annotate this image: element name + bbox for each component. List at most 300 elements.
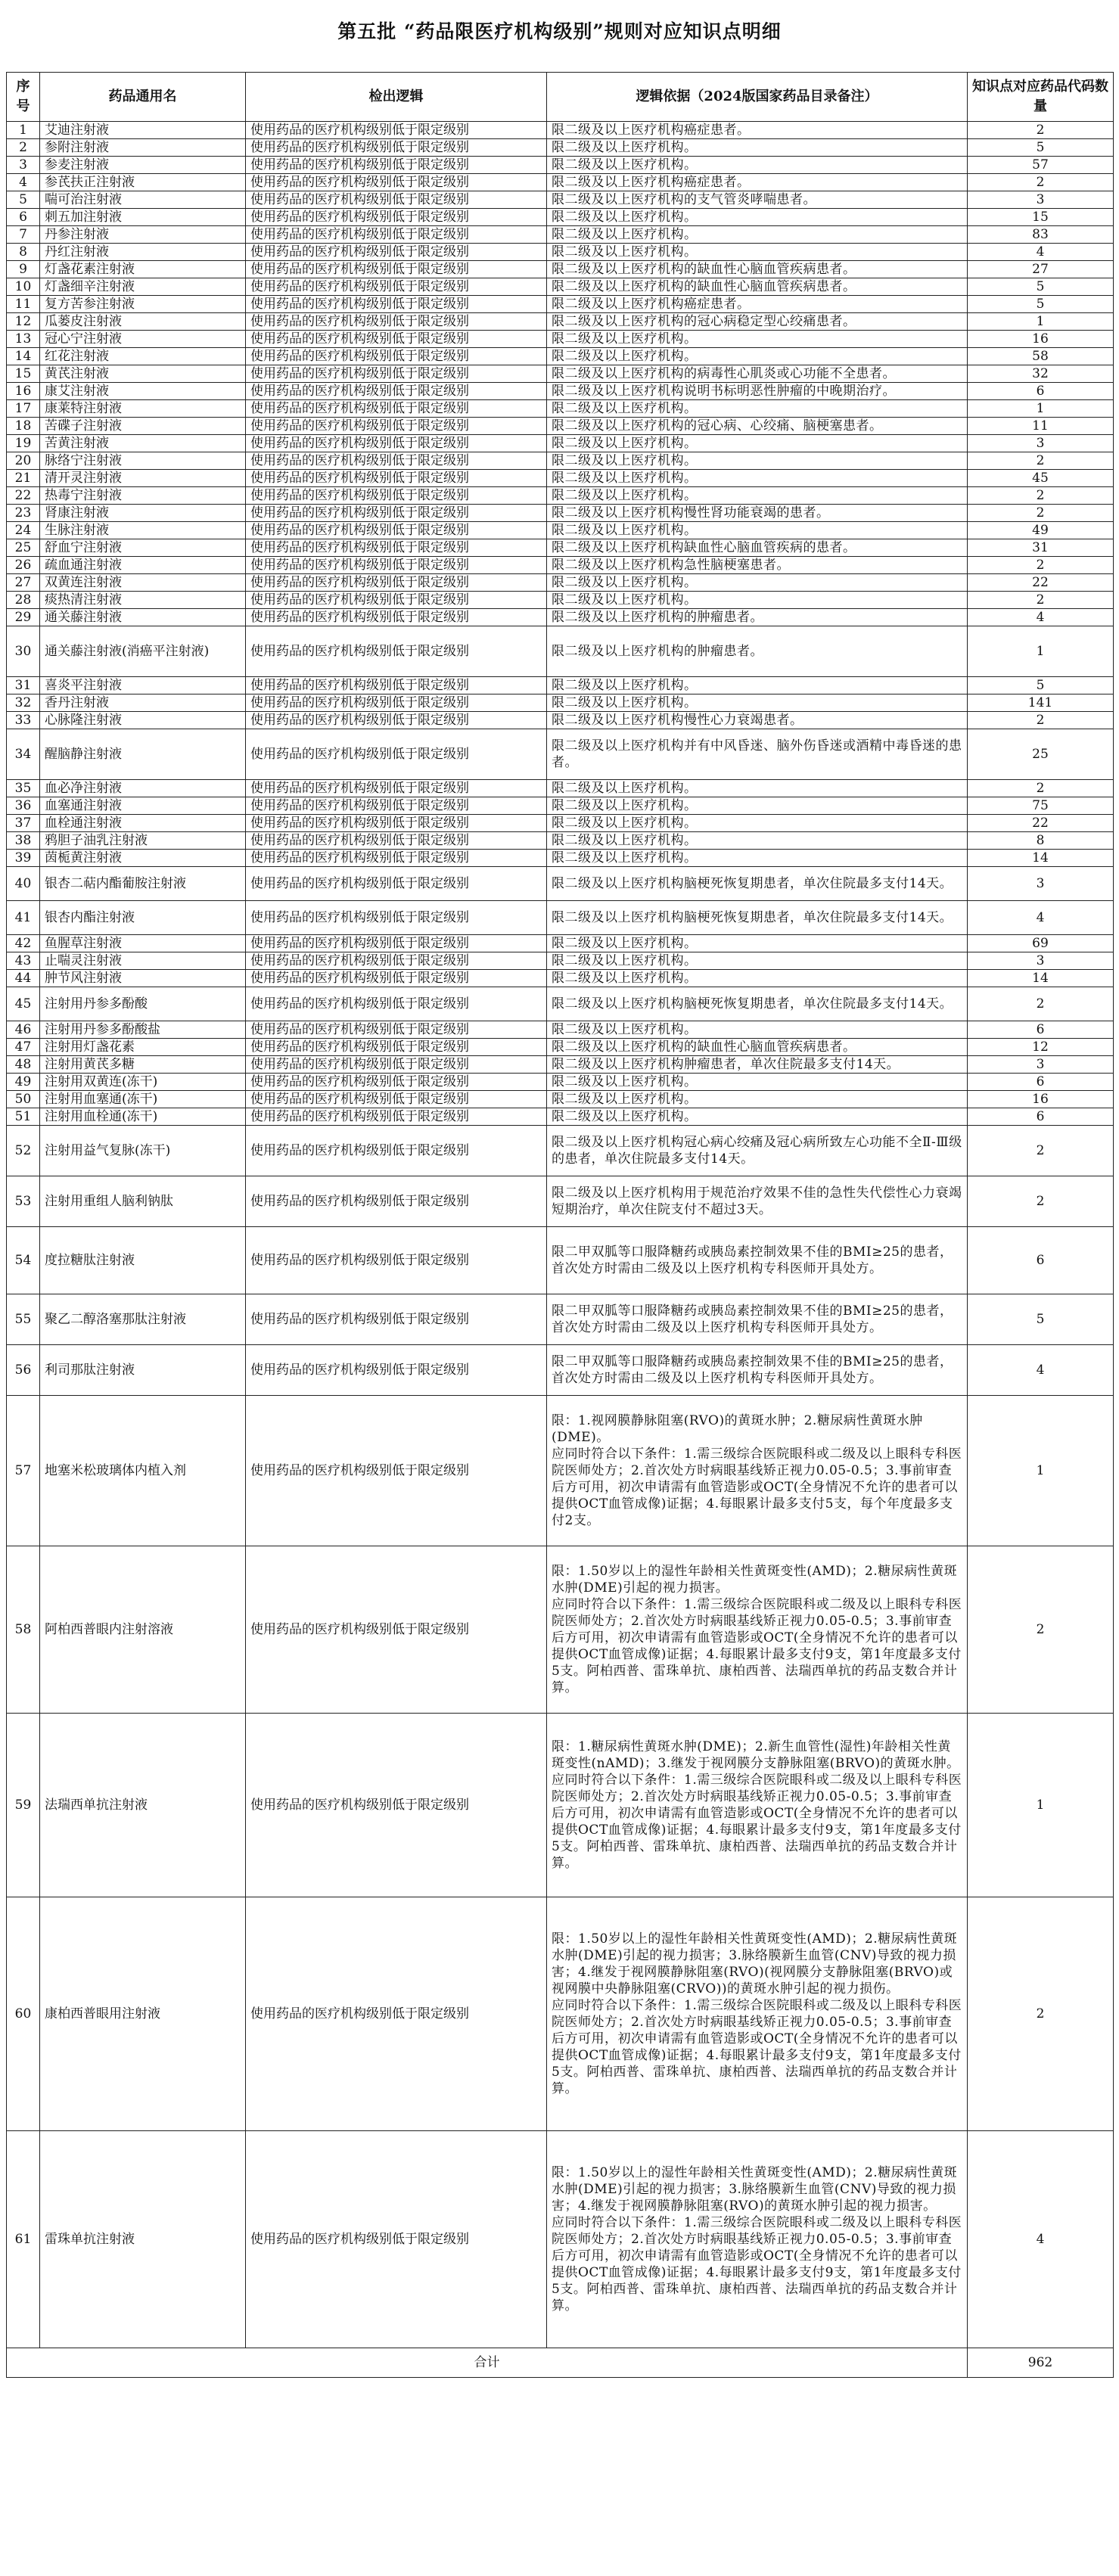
row-drug-name: 痰热清注射液 xyxy=(40,592,246,609)
table-row xyxy=(7,832,1114,850)
row-drug-name: 注射用血塞通(冻干) xyxy=(40,1091,246,1108)
row-seq: 32 xyxy=(7,694,40,712)
row-basis: 限二级及以上医疗机构慢性心力衰竭患者。 xyxy=(547,712,968,729)
table-row xyxy=(7,296,1114,313)
row-drug-name: 舒血宁注射液 xyxy=(40,539,246,557)
row-seq: 3 xyxy=(7,157,40,174)
row-drug-name: 苦黄注射液 xyxy=(40,435,246,452)
row-basis: 限二级及以上医疗机构。 xyxy=(547,470,968,487)
row-seq: 53 xyxy=(7,1176,40,1227)
table-body xyxy=(7,122,1114,2348)
table-row xyxy=(7,522,1114,539)
table-row xyxy=(7,952,1114,970)
row-basis: 限二级及以上医疗机构。 xyxy=(547,935,968,952)
row-drug-name: 灯盏细辛注射液 xyxy=(40,278,246,296)
row-drug-name: 度拉糖肽注射液 xyxy=(40,1227,246,1294)
table-row xyxy=(7,592,1114,609)
row-drug-name: 地塞米松玻璃体内植入剂 xyxy=(40,1396,246,1546)
row-drug-name: 止喘灵注射液 xyxy=(40,952,246,970)
row-count: 27 xyxy=(968,261,1114,278)
header-count: 知识点对应药品代码数量 xyxy=(968,73,1114,122)
table-row xyxy=(7,383,1114,400)
row-count: 4 xyxy=(968,609,1114,626)
row-count: 2 xyxy=(968,780,1114,797)
row-seq: 43 xyxy=(7,952,40,970)
row-seq: 58 xyxy=(7,1546,40,1714)
row-basis: 限二级及以上医疗机构的缺血性心脑血管疾病患者。 xyxy=(547,278,968,296)
row-basis: 限二级及以上医疗机构。 xyxy=(547,435,968,452)
row-drug-name: 红花注射液 xyxy=(40,348,246,365)
row-drug-name: 茵栀黄注射液 xyxy=(40,850,246,867)
row-seq: 35 xyxy=(7,780,40,797)
table-row xyxy=(7,226,1114,244)
row-logic: 使用药品的医疗机构级别低于限定级别 xyxy=(246,1396,547,1546)
row-logic: 使用药品的医疗机构级别低于限定级别 xyxy=(246,901,547,935)
row-drug-name: 复方苦参注射液 xyxy=(40,296,246,313)
row-logic: 使用药品的医疗机构级别低于限定级别 xyxy=(246,592,547,609)
row-seq: 7 xyxy=(7,226,40,244)
total-row xyxy=(7,2348,1114,2378)
table-row xyxy=(7,487,1114,505)
table-row xyxy=(7,365,1114,383)
row-logic: 使用药品的医疗机构级别低于限定级别 xyxy=(246,729,547,780)
total-label: 合计 xyxy=(7,2348,968,2378)
row-logic: 使用药品的医疗机构级别低于限定级别 xyxy=(246,365,547,383)
row-count: 1 xyxy=(968,1714,1114,1897)
row-basis: 限二级及以上医疗机构。 xyxy=(547,592,968,609)
row-drug-name: 双黄连注射液 xyxy=(40,574,246,592)
row-count: 14 xyxy=(968,970,1114,987)
row-drug-name: 刺五加注射液 xyxy=(40,209,246,226)
row-logic: 使用药品的医疗机构级别低于限定级别 xyxy=(246,987,547,1021)
row-logic: 使用药品的医疗机构级别低于限定级别 xyxy=(246,400,547,418)
row-seq: 42 xyxy=(7,935,40,952)
row-basis: 限二级及以上医疗机构癌症患者。 xyxy=(547,122,968,139)
row-logic: 使用药品的医疗机构级别低于限定级别 xyxy=(246,331,547,348)
row-logic: 使用药品的医疗机构级别低于限定级别 xyxy=(246,1074,547,1091)
row-basis: 限二级及以上医疗机构。 xyxy=(547,574,968,592)
row-logic: 使用药品的医疗机构级别低于限定级别 xyxy=(246,677,547,694)
row-basis: 限：1.糖尿病性黄斑水肿(DME)；2.新生血管性(湿性)年龄相关性黄斑变性(nAMD)；3.继发于视网膜分支静脉阻塞(BRVO)的黄斑水肿。 应同时符合以下条件：1.需三级综合医院眼科或二级及以上眼科专科医院医师处方；2.首次处方时病眼基线矫正视力0.05-0.5；3.事前审查后方可用，初次申请需有血管造影或OCT(全身情况不允许的患者可以提供OCT血管成像)证据；4.每眼累计最多支付9支，第1年度最多支付5支。阿柏西普、雷珠单抗、康柏西普、法瑞西单抗的药品支数合并计算。 xyxy=(547,1714,968,1897)
row-basis: 限二级及以上医疗机构。 xyxy=(547,244,968,261)
row-count: 4 xyxy=(968,244,1114,261)
table-row xyxy=(7,470,1114,487)
row-basis: 限：1.50岁以上的湿性年龄相关性黄斑变性(AMD)；2.糖尿病性黄斑水肿(DME)引起的视力损害。 应同时符合以下条件：1.需三级综合医院眼科或二级及以上眼科专科医院医师处方；2.首次处方时病眼基线矫正视力0.05-0.5；3.事前审查后方可用，初次申请需有血管造影或OCT(全身情况不允许的患者可以提供OCT血管成像)证据；4.每眼累计最多支付9支，第1年度最多支付5支。阿柏西普、雷珠单抗、康柏西普、法瑞西单抗的药品支数合并计算。 xyxy=(547,1546,968,1714)
row-seq: 52 xyxy=(7,1126,40,1176)
row-seq: 19 xyxy=(7,435,40,452)
row-seq: 22 xyxy=(7,487,40,505)
row-basis: 限二级及以上医疗机构肿瘤患者，单次住院最多支付14天。 xyxy=(547,1056,968,1074)
row-seq: 11 xyxy=(7,296,40,313)
row-seq: 1 xyxy=(7,122,40,139)
row-drug-name: 参芪扶正注射液 xyxy=(40,174,246,191)
row-logic: 使用药品的医疗机构级别低于限定级别 xyxy=(246,1546,547,1714)
row-drug-name: 疏血通注射液 xyxy=(40,557,246,574)
row-drug-name: 丹红注射液 xyxy=(40,244,246,261)
row-logic: 使用药品的医疗机构级别低于限定级别 xyxy=(246,278,547,296)
row-basis: 限二级及以上医疗机构。 xyxy=(547,331,968,348)
table-row xyxy=(7,435,1114,452)
row-count: 2 xyxy=(968,1546,1114,1714)
row-count: 6 xyxy=(968,383,1114,400)
table-row xyxy=(7,313,1114,331)
row-logic: 使用药品的医疗机构级别低于限定级别 xyxy=(246,1056,547,1074)
row-count: 1 xyxy=(968,313,1114,331)
row-count: 14 xyxy=(968,850,1114,867)
row-logic: 使用药品的医疗机构级别低于限定级别 xyxy=(246,850,547,867)
row-seq: 61 xyxy=(7,2131,40,2348)
row-seq: 27 xyxy=(7,574,40,592)
row-logic: 使用药品的医疗机构级别低于限定级别 xyxy=(246,418,547,435)
row-count: 5 xyxy=(968,278,1114,296)
row-basis: 限二级及以上医疗机构冠心病心绞痛及冠心病所致左心功能不全Ⅱ-Ⅲ级的患者，单次住院最多支付14天。 xyxy=(547,1126,968,1176)
row-seq: 23 xyxy=(7,505,40,522)
table-row xyxy=(7,935,1114,952)
row-seq: 34 xyxy=(7,729,40,780)
table-row xyxy=(7,1074,1114,1091)
row-drug-name: 法瑞西单抗注射液 xyxy=(40,1714,246,1897)
row-count: 2 xyxy=(968,557,1114,574)
row-logic: 使用药品的医疗机构级别低于限定级别 xyxy=(246,157,547,174)
table-row xyxy=(7,1294,1114,1345)
row-basis: 限二甲双胍等口服降糖药或胰岛素控制效果不佳的BMI≥25的患者，首次处方时需由二级及以上医疗机构专科医师开具处方。 xyxy=(547,1294,968,1345)
row-seq: 24 xyxy=(7,522,40,539)
table-row xyxy=(7,1108,1114,1126)
table-row xyxy=(7,1897,1114,2131)
row-count: 2 xyxy=(968,174,1114,191)
row-drug-name: 瓜蒌皮注射液 xyxy=(40,313,246,331)
table-row xyxy=(7,157,1114,174)
row-logic: 使用药品的医疗机构级别低于限定级别 xyxy=(246,815,547,832)
row-seq: 40 xyxy=(7,867,40,901)
row-basis: 限二级及以上医疗机构。 xyxy=(547,850,968,867)
row-drug-name: 醒脑静注射液 xyxy=(40,729,246,780)
row-seq: 13 xyxy=(7,331,40,348)
row-basis: 限二级及以上医疗机构的病毒性心肌炎或心功能不全患者。 xyxy=(547,365,968,383)
row-logic: 使用药品的医疗机构级别低于限定级别 xyxy=(246,694,547,712)
row-basis: 限二级及以上医疗机构。 xyxy=(547,677,968,694)
row-logic: 使用药品的医疗机构级别低于限定级别 xyxy=(246,1294,547,1345)
row-logic: 使用药品的医疗机构级别低于限定级别 xyxy=(246,935,547,952)
row-count: 2 xyxy=(968,122,1114,139)
row-count: 2 xyxy=(968,487,1114,505)
row-basis: 限二级及以上医疗机构说明书标明恶性肿瘤的中晚期治疗。 xyxy=(547,383,968,400)
row-drug-name: 冠心宁注射液 xyxy=(40,331,246,348)
row-count: 16 xyxy=(968,1091,1114,1108)
row-basis: 限二级及以上医疗机构的冠心病稳定型心绞痛患者。 xyxy=(547,313,968,331)
row-drug-name: 注射用丹参多酚酸 xyxy=(40,987,246,1021)
table-row xyxy=(7,850,1114,867)
row-drug-name: 聚乙二醇洛塞那肽注射液 xyxy=(40,1294,246,1345)
row-logic: 使用药品的医疗机构级别低于限定级别 xyxy=(246,435,547,452)
row-logic: 使用药品的医疗机构级别低于限定级别 xyxy=(246,470,547,487)
row-seq: 30 xyxy=(7,626,40,677)
row-basis: 限二级及以上医疗机构用于规范治疗效果不佳的急性失代偿性心力衰竭短期治疗，单次住院支付不超过3天。 xyxy=(547,1176,968,1227)
row-count: 25 xyxy=(968,729,1114,780)
row-count: 15 xyxy=(968,209,1114,226)
row-basis: 限二级及以上医疗机构癌症患者。 xyxy=(547,174,968,191)
row-basis: 限二级及以上医疗机构。 xyxy=(547,139,968,157)
row-seq: 10 xyxy=(7,278,40,296)
row-count: 3 xyxy=(968,191,1114,209)
row-logic: 使用药品的医疗机构级别低于限定级别 xyxy=(246,970,547,987)
row-logic: 使用药品的医疗机构级别低于限定级别 xyxy=(246,832,547,850)
table-row xyxy=(7,174,1114,191)
table-row xyxy=(7,191,1114,209)
row-seq: 54 xyxy=(7,1227,40,1294)
row-logic: 使用药品的医疗机构级别低于限定级别 xyxy=(246,261,547,278)
row-basis: 限二级及以上医疗机构。 xyxy=(547,970,968,987)
row-drug-name: 阿柏西普眼内注射溶液 xyxy=(40,1546,246,1714)
row-seq: 29 xyxy=(7,609,40,626)
table-row xyxy=(7,452,1114,470)
row-drug-name: 生脉注射液 xyxy=(40,522,246,539)
row-logic: 使用药品的医疗机构级别低于限定级别 xyxy=(246,1227,547,1294)
row-logic: 使用药品的医疗机构级别低于限定级别 xyxy=(246,574,547,592)
row-count: 1 xyxy=(968,626,1114,677)
row-drug-name: 注射用血栓通(冻干) xyxy=(40,1108,246,1126)
row-seq: 44 xyxy=(7,970,40,987)
row-drug-name: 肾康注射液 xyxy=(40,505,246,522)
knowledge-table xyxy=(6,72,1114,2378)
row-logic: 使用药品的医疗机构级别低于限定级别 xyxy=(246,209,547,226)
table-row xyxy=(7,1039,1114,1056)
row-logic: 使用药品的医疗机构级别低于限定级别 xyxy=(246,174,547,191)
row-drug-name: 鸦胆子油乳注射液 xyxy=(40,832,246,850)
table-row xyxy=(7,139,1114,157)
row-count: 12 xyxy=(968,1039,1114,1056)
row-count: 31 xyxy=(968,539,1114,557)
row-count: 2 xyxy=(968,1897,1114,2131)
table-row xyxy=(7,1227,1114,1294)
table-row xyxy=(7,712,1114,729)
row-count: 45 xyxy=(968,470,1114,487)
row-basis: 限：1.50岁以上的湿性年龄相关性黄斑变性(AMD)；2.糖尿病性黄斑水肿(DME)引起的视力损害；3.脉络膜新生血管(CNV)导致的视力损害；4.继发于视网膜静脉阻塞(RVO)的黄斑水肿引起的视力损害。 应同时符合以下条件：1.需三级综合医院眼科或二级及以上眼科专科医院医师处方；2.首次处方时病眼基线矫正视力0.05-0.5；3.事前审查后方可用，初次申请需有血管造影或OCT(全身情况不允许的患者可以提供OCT血管成像)证据；4.每眼累计最多支付9支，第1年度最多支付5支。阿柏西普、雷珠单抗、康柏西普、法瑞西单抗的药品支数合并计算。 xyxy=(547,2131,968,2348)
row-count: 3 xyxy=(968,867,1114,901)
row-drug-name: 注射用益气复脉(冻干) xyxy=(40,1126,246,1176)
row-basis: 限二级及以上医疗机构。 xyxy=(547,487,968,505)
row-count: 58 xyxy=(968,348,1114,365)
header-logic: 检出逻辑 xyxy=(246,73,547,122)
row-drug-name: 清开灵注射液 xyxy=(40,470,246,487)
row-drug-name: 参附注射液 xyxy=(40,139,246,157)
row-count: 141 xyxy=(968,694,1114,712)
table-row xyxy=(7,1091,1114,1108)
row-basis: 限二级及以上医疗机构。 xyxy=(547,209,968,226)
table-row xyxy=(7,505,1114,522)
row-count: 2 xyxy=(968,1176,1114,1227)
row-logic: 使用药品的医疗机构级别低于限定级别 xyxy=(246,609,547,626)
table-row xyxy=(7,1126,1114,1176)
row-logic: 使用药品的医疗机构级别低于限定级别 xyxy=(246,797,547,815)
row-seq: 33 xyxy=(7,712,40,729)
row-basis: 限二级及以上医疗机构。 xyxy=(547,832,968,850)
row-logic: 使用药品的医疗机构级别低于限定级别 xyxy=(246,348,547,365)
row-seq: 28 xyxy=(7,592,40,609)
row-seq: 20 xyxy=(7,452,40,470)
row-logic: 使用药品的医疗机构级别低于限定级别 xyxy=(246,867,547,901)
row-basis: 限二级及以上医疗机构。 xyxy=(547,952,968,970)
row-seq: 56 xyxy=(7,1345,40,1396)
table-row xyxy=(7,987,1114,1021)
table-row xyxy=(7,557,1114,574)
table-row xyxy=(7,677,1114,694)
row-drug-name: 苦碟子注射液 xyxy=(40,418,246,435)
row-seq: 36 xyxy=(7,797,40,815)
row-basis: 限二级及以上医疗机构急性脑梗塞患者。 xyxy=(547,557,968,574)
row-drug-name: 利司那肽注射液 xyxy=(40,1345,246,1396)
table-row xyxy=(7,278,1114,296)
row-count: 5 xyxy=(968,296,1114,313)
row-drug-name: 喜炎平注射液 xyxy=(40,677,246,694)
row-logic: 使用药品的医疗机构级别低于限定级别 xyxy=(246,952,547,970)
table-row xyxy=(7,1021,1114,1039)
table-row xyxy=(7,400,1114,418)
table-row xyxy=(7,729,1114,780)
row-drug-name: 参麦注射液 xyxy=(40,157,246,174)
row-count: 2 xyxy=(968,452,1114,470)
table-row xyxy=(7,539,1114,557)
row-seq: 12 xyxy=(7,313,40,331)
row-drug-name: 脉络宁注射液 xyxy=(40,452,246,470)
row-count: 2 xyxy=(968,712,1114,729)
row-drug-name: 康艾注射液 xyxy=(40,383,246,400)
total-value: 962 xyxy=(968,2348,1114,2378)
table-row xyxy=(7,1345,1114,1396)
row-count: 57 xyxy=(968,157,1114,174)
row-seq: 38 xyxy=(7,832,40,850)
row-basis: 限二级及以上医疗机构。 xyxy=(547,348,968,365)
row-count: 4 xyxy=(968,2131,1114,2348)
row-drug-name: 肿节风注射液 xyxy=(40,970,246,987)
table-row xyxy=(7,1546,1114,1714)
row-basis: 限二级及以上医疗机构。 xyxy=(547,1091,968,1108)
row-count: 6 xyxy=(968,1108,1114,1126)
row-seq: 4 xyxy=(7,174,40,191)
row-drug-name: 血塞通注射液 xyxy=(40,797,246,815)
table-row xyxy=(7,1396,1114,1546)
row-drug-name: 康莱特注射液 xyxy=(40,400,246,418)
row-count: 32 xyxy=(968,365,1114,383)
row-logic: 使用药品的医疗机构级别低于限定级别 xyxy=(246,487,547,505)
row-logic: 使用药品的医疗机构级别低于限定级别 xyxy=(246,522,547,539)
row-logic: 使用药品的医疗机构级别低于限定级别 xyxy=(246,780,547,797)
row-count: 4 xyxy=(968,901,1114,935)
table-header-row xyxy=(7,73,1114,122)
row-seq: 50 xyxy=(7,1091,40,1108)
row-drug-name: 喘可治注射液 xyxy=(40,191,246,209)
table-row xyxy=(7,209,1114,226)
row-drug-name: 丹参注射液 xyxy=(40,226,246,244)
row-count: 69 xyxy=(968,935,1114,952)
row-logic: 使用药品的医疗机构级别低于限定级别 xyxy=(246,1126,547,1176)
row-drug-name: 通关藤注射液 xyxy=(40,609,246,626)
row-seq: 14 xyxy=(7,348,40,365)
row-basis: 限二级及以上医疗机构脑梗死恢复期患者，单次住院最多支付14天。 xyxy=(547,901,968,935)
row-logic: 使用药品的医疗机构级别低于限定级别 xyxy=(246,1091,547,1108)
row-logic: 使用药品的医疗机构级别低于限定级别 xyxy=(246,1176,547,1227)
row-seq: 55 xyxy=(7,1294,40,1345)
row-basis: 限二级及以上医疗机构的支气管炎哮喘患者。 xyxy=(547,191,968,209)
row-count: 11 xyxy=(968,418,1114,435)
row-basis: 限二级及以上医疗机构。 xyxy=(547,400,968,418)
row-basis: 限二级及以上医疗机构。 xyxy=(547,1074,968,1091)
row-seq: 49 xyxy=(7,1074,40,1091)
table-row xyxy=(7,867,1114,901)
row-logic: 使用药品的医疗机构级别低于限定级别 xyxy=(246,122,547,139)
row-count: 1 xyxy=(968,1396,1114,1546)
table-row xyxy=(7,1176,1114,1227)
row-seq: 48 xyxy=(7,1056,40,1074)
row-seq: 5 xyxy=(7,191,40,209)
table-row xyxy=(7,970,1114,987)
row-logic: 使用药品的医疗机构级别低于限定级别 xyxy=(246,139,547,157)
row-basis: 限二级及以上医疗机构脑梗死恢复期患者，单次住院最多支付14天。 xyxy=(547,867,968,901)
table-row xyxy=(7,694,1114,712)
table-row xyxy=(7,1056,1114,1074)
row-seq: 59 xyxy=(7,1714,40,1897)
row-seq: 31 xyxy=(7,677,40,694)
row-count: 8 xyxy=(968,832,1114,850)
row-drug-name: 血必净注射液 xyxy=(40,780,246,797)
row-count: 3 xyxy=(968,1056,1114,1074)
row-basis: 限二甲双胍等口服降糖药或胰岛素控制效果不佳的BMI≥25的患者，首次处方时需由二级及以上医疗机构专科医师开具处方。 xyxy=(547,1227,968,1294)
row-basis: 限二级及以上医疗机构。 xyxy=(547,797,968,815)
row-count: 3 xyxy=(968,952,1114,970)
row-basis: 限二级及以上医疗机构。 xyxy=(547,226,968,244)
header-seq: 序号 xyxy=(7,73,40,122)
table-row xyxy=(7,815,1114,832)
row-seq: 18 xyxy=(7,418,40,435)
row-logic: 使用药品的医疗机构级别低于限定级别 xyxy=(246,505,547,522)
row-logic: 使用药品的医疗机构级别低于限定级别 xyxy=(246,191,547,209)
row-drug-name: 注射用黄芪多糖 xyxy=(40,1056,246,1074)
row-logic: 使用药品的医疗机构级别低于限定级别 xyxy=(246,1039,547,1056)
row-drug-name: 通关藤注射液(消癌平注射液) xyxy=(40,626,246,677)
table-row xyxy=(7,331,1114,348)
row-logic: 使用药品的医疗机构级别低于限定级别 xyxy=(246,1021,547,1039)
row-logic: 使用药品的医疗机构级别低于限定级别 xyxy=(246,383,547,400)
row-basis: 限二级及以上医疗机构。 xyxy=(547,452,968,470)
row-basis: 限二级及以上医疗机构缺血性心脑血管疾病的患者。 xyxy=(547,539,968,557)
row-logic: 使用药品的医疗机构级别低于限定级别 xyxy=(246,296,547,313)
row-basis: 限二级及以上医疗机构。 xyxy=(547,815,968,832)
row-count: 49 xyxy=(968,522,1114,539)
row-logic: 使用药品的医疗机构级别低于限定级别 xyxy=(246,1345,547,1396)
row-seq: 26 xyxy=(7,557,40,574)
table-row xyxy=(7,797,1114,815)
header-basis: 逻辑依据（2024版国家药品目录备注） xyxy=(547,73,968,122)
row-count: 22 xyxy=(968,815,1114,832)
row-basis: 限二甲双胍等口服降糖药或胰岛素控制效果不佳的BMI≥25的患者，首次处方时需由二级及以上医疗机构专科医师开具处方。 xyxy=(547,1345,968,1396)
row-drug-name: 银杏内酯注射液 xyxy=(40,901,246,935)
row-basis: 限二级及以上医疗机构的缺血性心脑血管疾病患者。 xyxy=(547,1039,968,1056)
row-drug-name: 艾迪注射液 xyxy=(40,122,246,139)
row-count: 16 xyxy=(968,331,1114,348)
row-seq: 39 xyxy=(7,850,40,867)
row-basis: 限：1.50岁以上的湿性年龄相关性黄斑变性(AMD)；2.糖尿病性黄斑水肿(DME)引起的视力损害；3.脉络膜新生血管(CNV)导致的视力损害；4.继发于视网膜静脉阻塞(RVO)(视网膜分支静脉阻塞(BRVO)或视网膜中央静脉阻塞(CRVO))的黄斑水肿引起的视力损伤。 应同时符合以下条件：1.需三级综合医院眼科或二级及以上眼科专科医院医师处方；2.首次处方时病眼基线矫正视力0.05-0.5；3.事前审查后方可用，初次申请需有血管造影或OCT(全身情况不允许的患者可以提供OCT血管成像)证据；4.每眼累计最多支付9支，第1年度最多支付5支。阿柏西普、雷珠单抗、康柏西普、法瑞西单抗的药品支数合并计算。 xyxy=(547,1897,968,2131)
row-seq: 57 xyxy=(7,1396,40,1546)
row-logic: 使用药品的医疗机构级别低于限定级别 xyxy=(246,1108,547,1126)
row-basis: 限二级及以上医疗机构的肿瘤患者。 xyxy=(547,609,968,626)
table-row xyxy=(7,626,1114,677)
row-drug-name: 黄芪注射液 xyxy=(40,365,246,383)
row-drug-name: 鱼腥草注射液 xyxy=(40,935,246,952)
table-row xyxy=(7,780,1114,797)
row-drug-name: 灯盏花素注射液 xyxy=(40,261,246,278)
row-seq: 15 xyxy=(7,365,40,383)
row-basis: 限二级及以上医疗机构的冠心病、心绞痛、脑梗塞患者。 xyxy=(547,418,968,435)
